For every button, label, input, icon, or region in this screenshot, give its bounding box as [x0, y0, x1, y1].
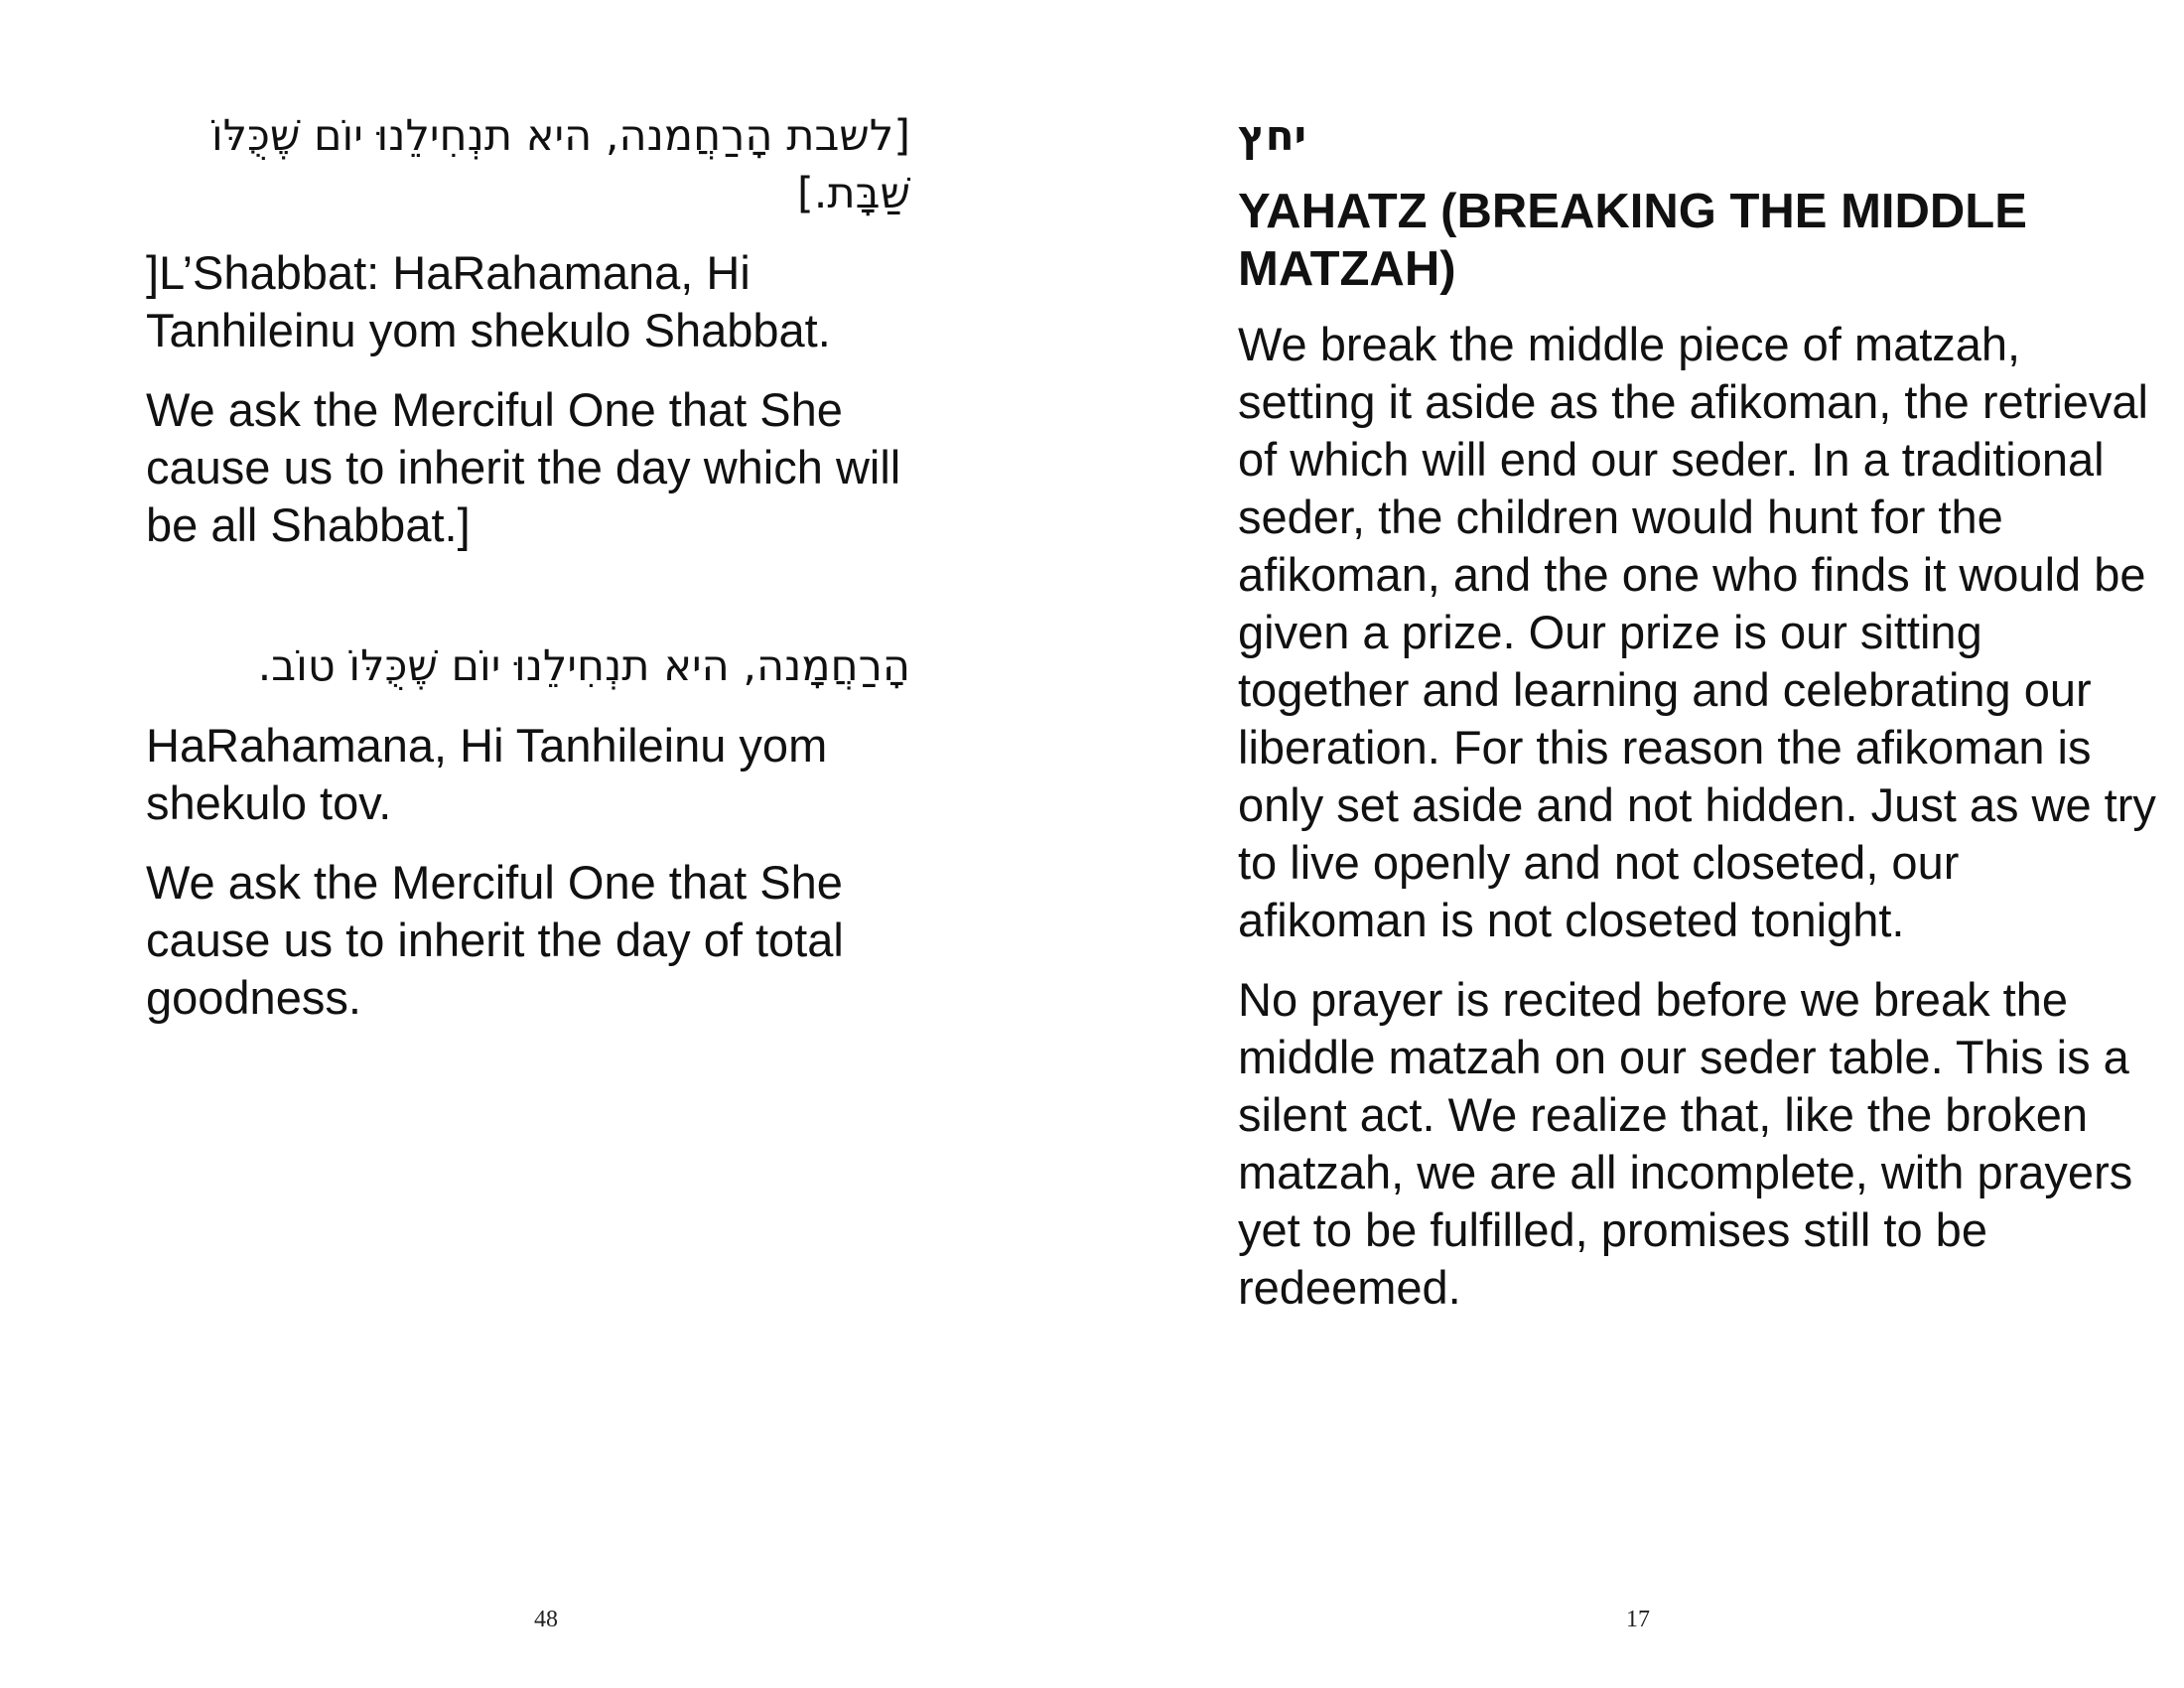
transliteration-shabbat-prayer: ]L’Shabbat: HaRahamana, Hi Tanhileinu yom shekulo Shabbat.	[146, 246, 831, 356]
translation-shabbat-prayer: We ask the Merciful One that She cause us to inherit the day which will be all Shabbat.]	[146, 383, 901, 551]
hebrew-section-title: יחץ	[1238, 111, 1306, 160]
hebrew-tov-prayer: הָרַחֲמָנה, היא תנְחִילֵנוּ יוֹם שֶׁכֻּלּוֹ טוֹב.	[257, 641, 910, 691]
left-page-content	[146, 107, 910, 1049]
section-spacer	[146, 576, 910, 637]
body-paragraph-1: We break the middle piece of matzah, setting it aside as the afikoman, the retrieval of which will end our seder. In a traditional seder, the children would hunt for the afikoman, and the one who finds it would be given a prize. Our prize is our sitting together and learning and celebrating our liberation. For this reason the afikoman is only set aside and not hidden. Just as we try to live openly and not closeted, our afikoman is not closeted tonight.	[1238, 318, 2156, 946]
page-number: 48	[534, 1607, 558, 1632]
translation-tov-prayer: We ask the Merciful One that She cause us to inherit the day of total goodness.	[146, 856, 844, 1024]
hebrew-shabbat-prayer: [לשבת הָרַחֲמנה, היא תנְחִילֵנוּ יוֹם שֶׁכֻּלּוֹ שַׁבָּת.]	[210, 111, 910, 218]
body-paragraph-2: No prayer is recited before we break the middle matzah on our seder table. This is a silent act. We realize that, like the broken matzah, we are all incomplete, with prayers yet to be fulfilled, promises still to be redeemed.	[1238, 973, 2133, 1314]
transliteration-tov-prayer: HaRahamana, Hi Tanhileinu yom shekulo tov.	[146, 719, 828, 829]
section-title: YAHATZ (BREAKING THE MIDDLE MATZAH)	[1238, 185, 2027, 296]
right-page	[1092, 0, 2184, 1688]
right-page-content	[1238, 107, 2161, 1338]
page-number: 17	[1626, 1607, 1650, 1632]
